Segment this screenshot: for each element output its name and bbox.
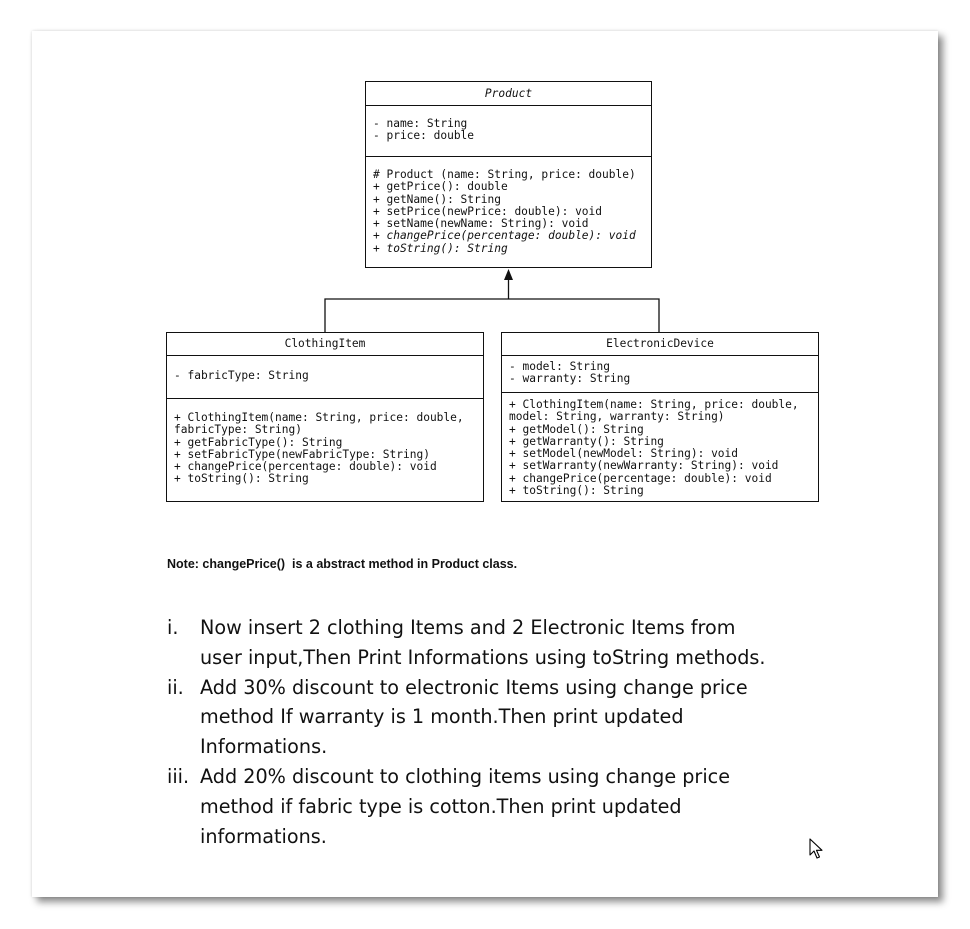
clothing-op-change-price: + changePrice(percentage: double): void bbox=[174, 460, 437, 474]
task-line: user input,Then Print Informations using toString methods. bbox=[200, 645, 766, 669]
electronic-device-class-name: ElectronicDevice bbox=[502, 333, 818, 356]
electronic-op-constructor-cont: model: String, warranty: String) bbox=[509, 410, 725, 424]
task-line: method If warranty is 1 month.Then print updated bbox=[200, 705, 684, 729]
product-op-constructor: # Product (name: String, price: double) bbox=[373, 168, 636, 181]
electronic-op-set-warranty: + setWarranty(newWarranty: String): void bbox=[509, 459, 779, 473]
electronic-device-operations bbox=[502, 393, 818, 497]
task-number: i. bbox=[167, 616, 179, 639]
electronic-device-attributes bbox=[502, 356, 818, 393]
product-attribute-price: - price: double bbox=[373, 129, 475, 143]
product-op-to-string: + toString(): String bbox=[373, 241, 508, 255]
inheritance-arrow-icon bbox=[504, 269, 513, 280]
product-attribute-name: - name: String bbox=[373, 117, 468, 130]
task-line: Now insert 2 clothing Items and 2 Electronic Items from bbox=[200, 616, 736, 639]
electronic-op-constructor: + ClothingItem(name: String, price: double, bbox=[509, 398, 799, 411]
task-line: method if fabric type is cotton.Then print updated bbox=[200, 794, 682, 818]
abstract-method-note: Note: changePrice() is a abstract method in Product class. bbox=[167, 557, 518, 571]
clothing-item-class-name: ClothingItem bbox=[167, 333, 483, 356]
electronic-op-get-model: + getModel(): String bbox=[509, 422, 644, 436]
product-class-box bbox=[365, 81, 652, 268]
inheritance-line-clothing bbox=[325, 299, 659, 332]
task-line: informations. bbox=[200, 824, 327, 848]
task-number: iii. bbox=[167, 764, 190, 788]
mouse-pointer-icon bbox=[809, 838, 823, 860]
task-number: ii. bbox=[167, 675, 184, 699]
clothing-attribute-fabric-type: - fabricType: String bbox=[174, 369, 309, 382]
electronic-device-class-box bbox=[501, 332, 819, 502]
clothing-item-attributes bbox=[167, 356, 483, 399]
clothing-item-operations bbox=[167, 399, 483, 486]
task-line: Add 30% discount to electronic Items using change price bbox=[200, 675, 748, 699]
clothing-op-set-fabric-type: + setFabricType(newFabricType: String) bbox=[174, 447, 430, 461]
task-list bbox=[167, 613, 847, 851]
product-operations bbox=[366, 157, 651, 255]
product-op-change-price: + changePrice(percentage: double): void bbox=[373, 229, 636, 243]
task-line: Informations. bbox=[200, 735, 328, 759]
product-attributes bbox=[366, 106, 651, 157]
product-class-name: Product bbox=[366, 82, 651, 106]
clothing-op-to-string: + toString(): String bbox=[174, 472, 309, 486]
clothing-op-get-fabric-type: + getFabricType(): String bbox=[174, 435, 343, 449]
task-line: Add 20% discount to clothing items using change price bbox=[200, 764, 731, 788]
electronic-attribute-model: - model: String bbox=[509, 360, 611, 373]
electronic-op-change-price: + changePrice(percentage: double): void bbox=[509, 471, 772, 485]
task-item bbox=[167, 762, 847, 851]
product-op-set-name: + setName(newName: String): void bbox=[373, 217, 589, 231]
product-op-get-price: + getPrice(): double bbox=[373, 180, 508, 194]
electronic-op-set-model: + setModel(newModel: String): void bbox=[509, 447, 739, 461]
electronic-op-to-string: + toString(): String bbox=[509, 484, 644, 498]
clothing-item-class-box bbox=[166, 332, 484, 502]
document-page bbox=[32, 31, 938, 897]
product-op-set-price: + setPrice(newPrice: double): void bbox=[373, 204, 603, 218]
electronic-op-get-warranty: + getWarranty(): String bbox=[509, 434, 664, 448]
task-item bbox=[167, 673, 847, 762]
task-item bbox=[167, 613, 847, 673]
product-op-get-name: + getName(): String bbox=[373, 192, 501, 206]
clothing-op-constructor: + ClothingItem(name: String, price: double, bbox=[174, 411, 464, 424]
clothing-op-constructor-cont: fabricType: String) bbox=[174, 423, 302, 437]
electronic-attribute-warranty: - warranty: String bbox=[509, 372, 631, 386]
